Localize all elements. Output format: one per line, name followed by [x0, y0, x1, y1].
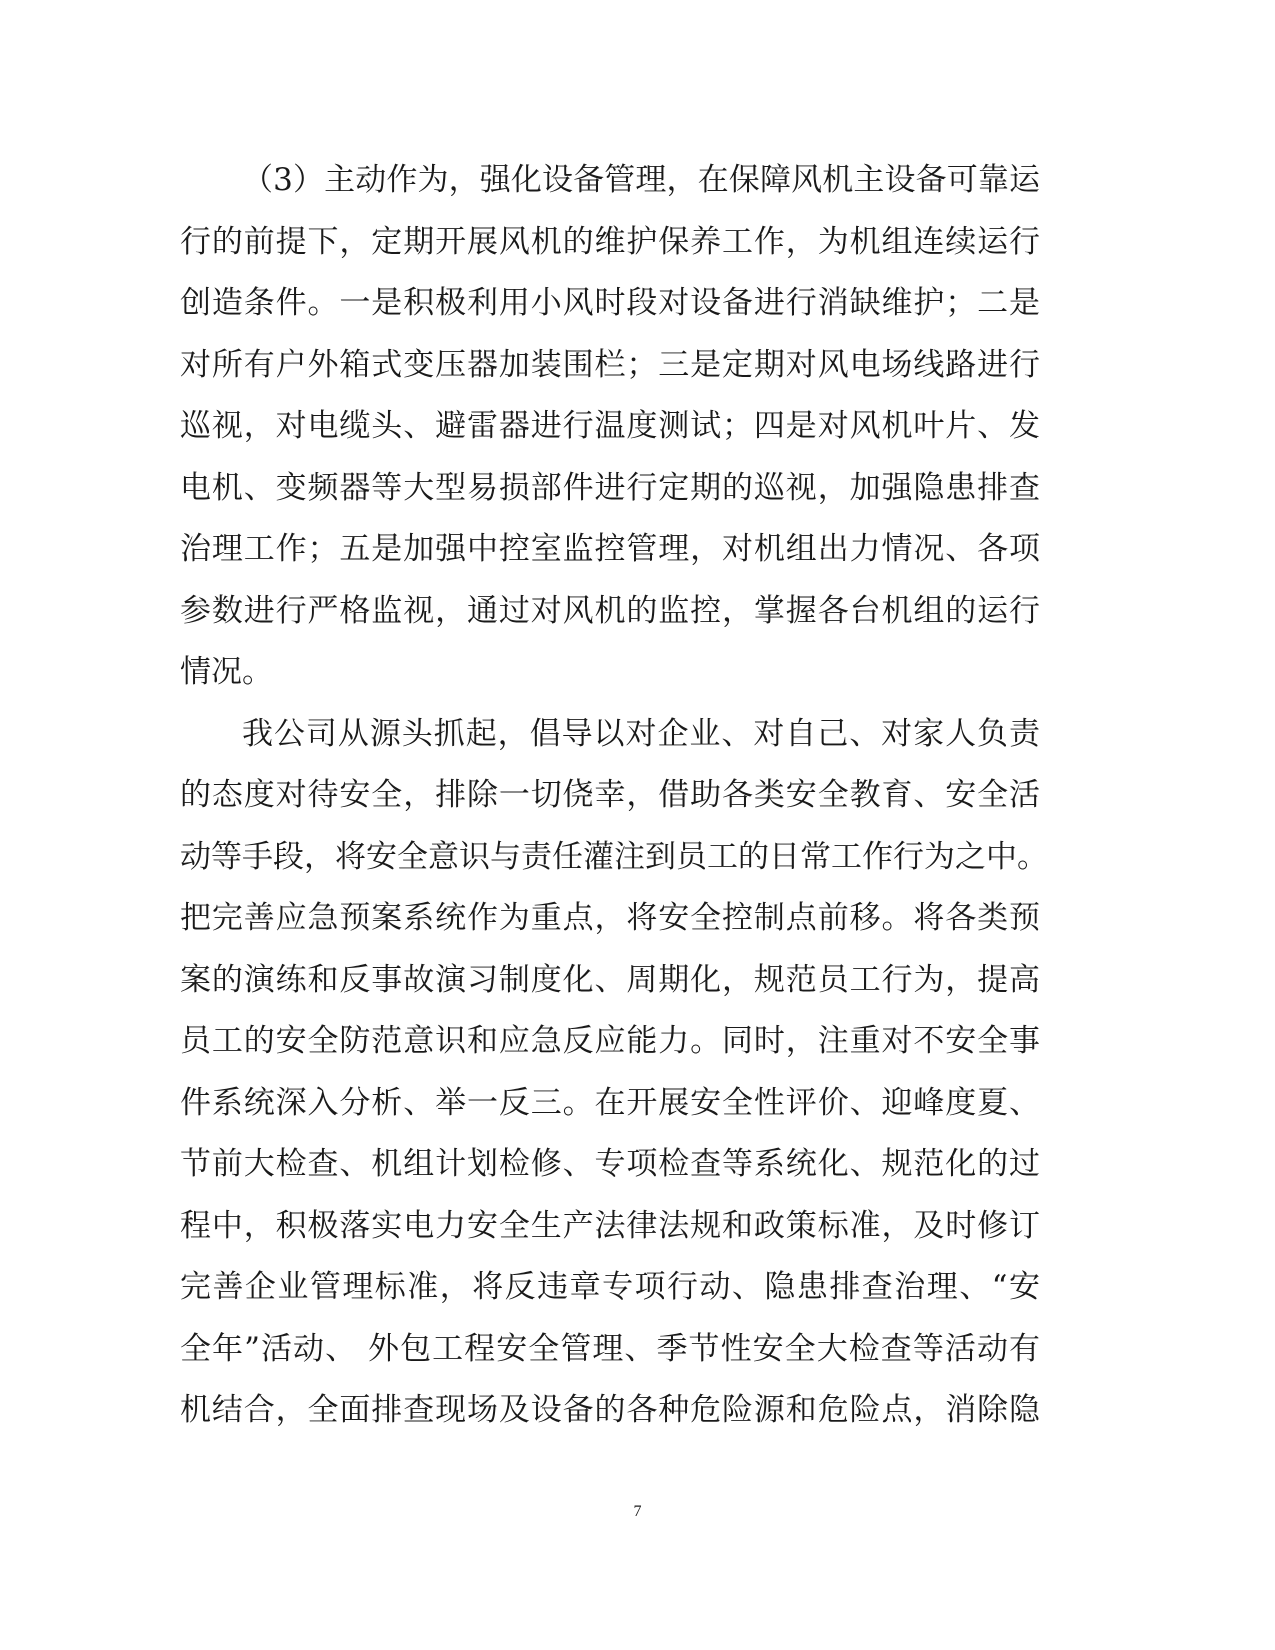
text-line: 全年”活动、 外包工程安全管理、季节性安全大检查等活动有	[180, 1330, 1040, 1367]
text-line: 情况。	[180, 654, 273, 690]
text-line: （3）主动作为，强化设备管理，在保障风机主设备可靠运	[242, 162, 1040, 198]
paragraph-equipment-management	[180, 150, 1040, 704]
paragraph-safety-culture	[180, 704, 1048, 1442]
text-line: 件系统深入分析、举一反三。在开展安全性评价、迎峰度夏、	[180, 1084, 1040, 1121]
text-line: 行的前提下，定期开展风机的维护保养工作，为机组连续运行	[180, 223, 1040, 260]
text-line: 巡视，对电缆头、避雷器进行温度测试；四是对风机叶片、发	[180, 408, 1040, 444]
text-line: 员工的安全防范意识和应急反应能力。同时，注重对不安全事	[180, 1023, 1040, 1059]
text-line: 对所有户外箱式变压器加装围栏；三是定期对风电场线路进行	[180, 346, 1040, 383]
text-line: 机结合，全面排查现场及设备的各种危险源和危险点，消除隐	[180, 1392, 1040, 1428]
text-line: 案的演练和反事故演习制度化、周期化，规范员工行为，提高	[180, 961, 1040, 998]
text-line: 把完善应急预案系统作为重点，将安全控制点前移。将各类预	[180, 900, 1040, 936]
text-line: 完善企业管理标准，将反违章专项行动、隐患排查治理、“安	[180, 1269, 1040, 1305]
text-line: 节前大检查、机组计划检修、专项检查等系统化、规范化的过	[180, 1146, 1040, 1182]
text-line: 创造条件。一是积极利用小风时段对设备进行消缺维护；二是	[180, 285, 1040, 321]
text-line: 参数进行严格监视，通过对风机的监控，掌握各台机组的运行	[180, 592, 1040, 629]
body-text	[180, 150, 1048, 1442]
text-line: 的态度对待安全，排除一切侥幸，借助各类安全教育、安全活	[180, 777, 1040, 813]
text-line: 我公司从源头抓起，倡导以对企业、对自己、对家人负责	[242, 715, 1040, 752]
text-line: 治理工作；五是加强中控室监控管理，对机组出力情况、各项	[180, 531, 1040, 567]
text-line: 动等手段，将安全意识与责任灌注到员工的日常工作行为之中。	[180, 838, 1048, 875]
text-line: 电机、变频器等大型易损部件进行定期的巡视，加强隐患排查	[180, 469, 1040, 506]
page-number: 7	[633, 1503, 642, 1520]
text-line: 程中，积极落实电力安全生产法律法规和政策标准，及时修订	[180, 1207, 1040, 1244]
